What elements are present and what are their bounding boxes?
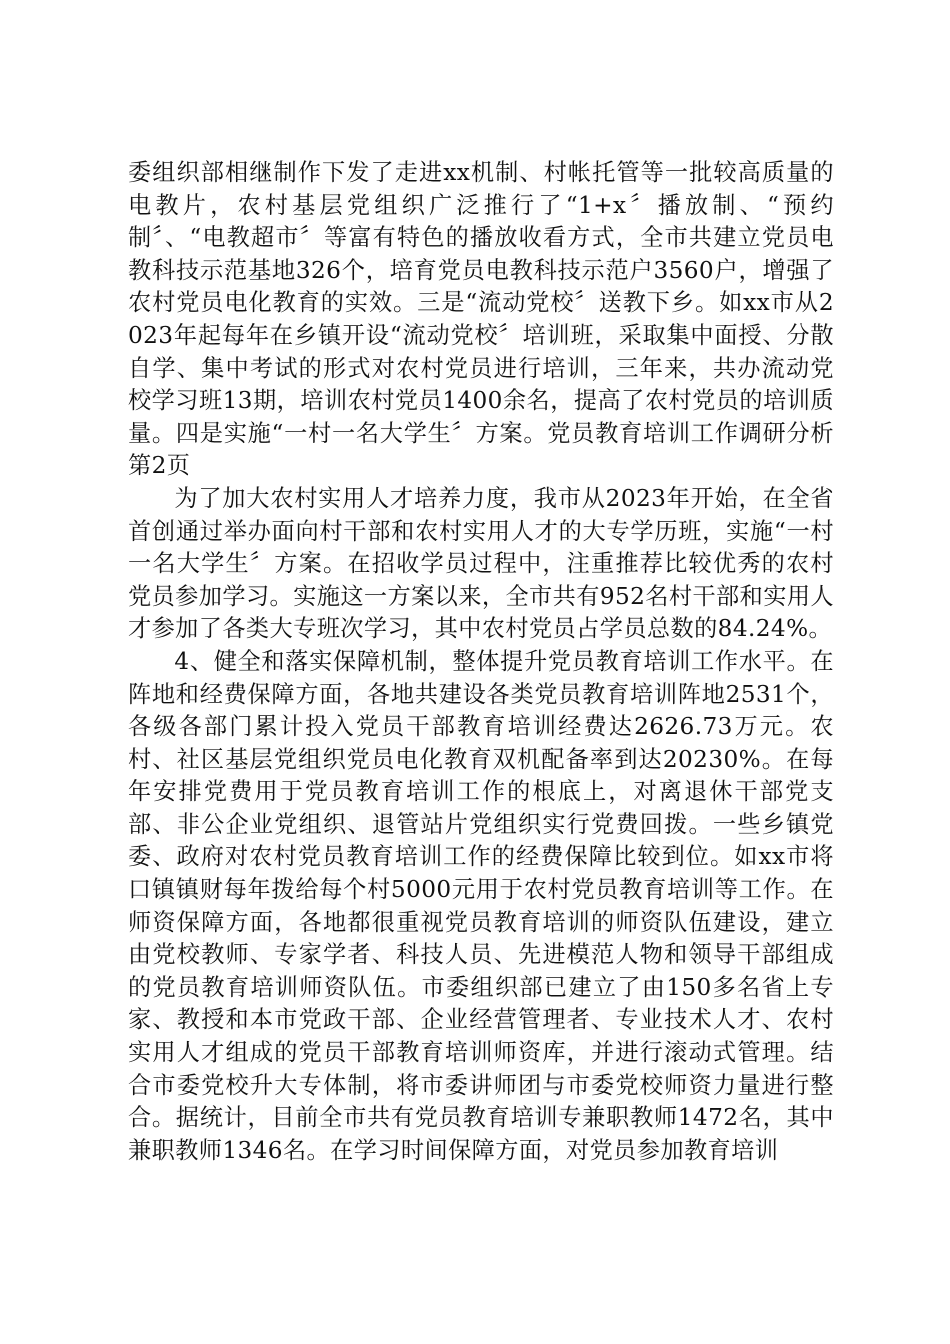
paragraph-guarantee-mechanism: 4、健全和落实保障机制，整体提升党员教育培训工作水平。在阵地和经费保障方面，各地共建设各类党员教育培训阵地2531个，各级各部门累计投入党员干部教育培训经费达2626.73万元。农村、社区基层党组织党员电化教育双机配备率到达20230%。在每年安排党费用于党员教育培训工作的根底上，对离退休干部党支部、非公企业党组织、退管站片党组织实行党费回拨。一些乡镇党委、政府对农村党员教育培训工作的经费保障比较到位。如xx市将口镇镇财每年拨给每个村5000元用于农村党员教育培训等工作。在师资保障方面，各地都很重视党员教育培训的师资队伍建设，建立由党校教师、专家学者、科技人员、先进模范人物和领导干部组成的党员教育培训师资队伍。市委组织部已建立了由150多名省上专家、教授和本市党政干部、企业经营管理者、专业技术人才、农村实用人才组成的党员干部教育培训师资库，并进行滚动式管理。结合市委党校升大专体制，将市委讲师团与市委党校师资力量进行整合。据统计，目前全市共有党员教育培训专兼职教师1472名，其中兼职教师1346名。在学习时间保障方面，对党员参加教育培训 [128,647,834,1164]
paragraph-continuation: 委组织部相继制作下发了走进xx机制、村帐托管等一批较高质量的电教片，农村基层党组织广泛推行了“1+x〞播放制、“预约制〞、“电教超市〞等富有特色的播放收看方式，全市共建立党员电教科技示范基地326个，培育党员电教科技示范户3560户，增强了农村党员电化教育的实效。三是“流动党校〞送教下乡。如xx市从2023年起每年在乡镇开设“流动党校〞培训班，采取集中面授、分散自学、集中考试的形式对农村党员进行培训，三年来，共办流动党校学习班13期，培训农村党员1400余名，提高了农村党员的培训质量。四是实施“一村一名大学生〞方案。党员教育培训工作调研分析第2页 [128,159,834,480]
document-body [128,157,834,1167]
paragraph-talent-program: 为了加大农村实用人才培养力度，我市从2023年开始，在全省首创通过举办面向村干部和农村实用人才的大专学历班，实施“一村一名大学生〞方案。在招收学员过程中，注重推荐比较优秀的农村党员参加学习。实施这一方案以来，全市共有952名村干部和实用人才参加了各类大专班次学习，其中农村党员占学员总数的84.24%。 [128,484,834,643]
